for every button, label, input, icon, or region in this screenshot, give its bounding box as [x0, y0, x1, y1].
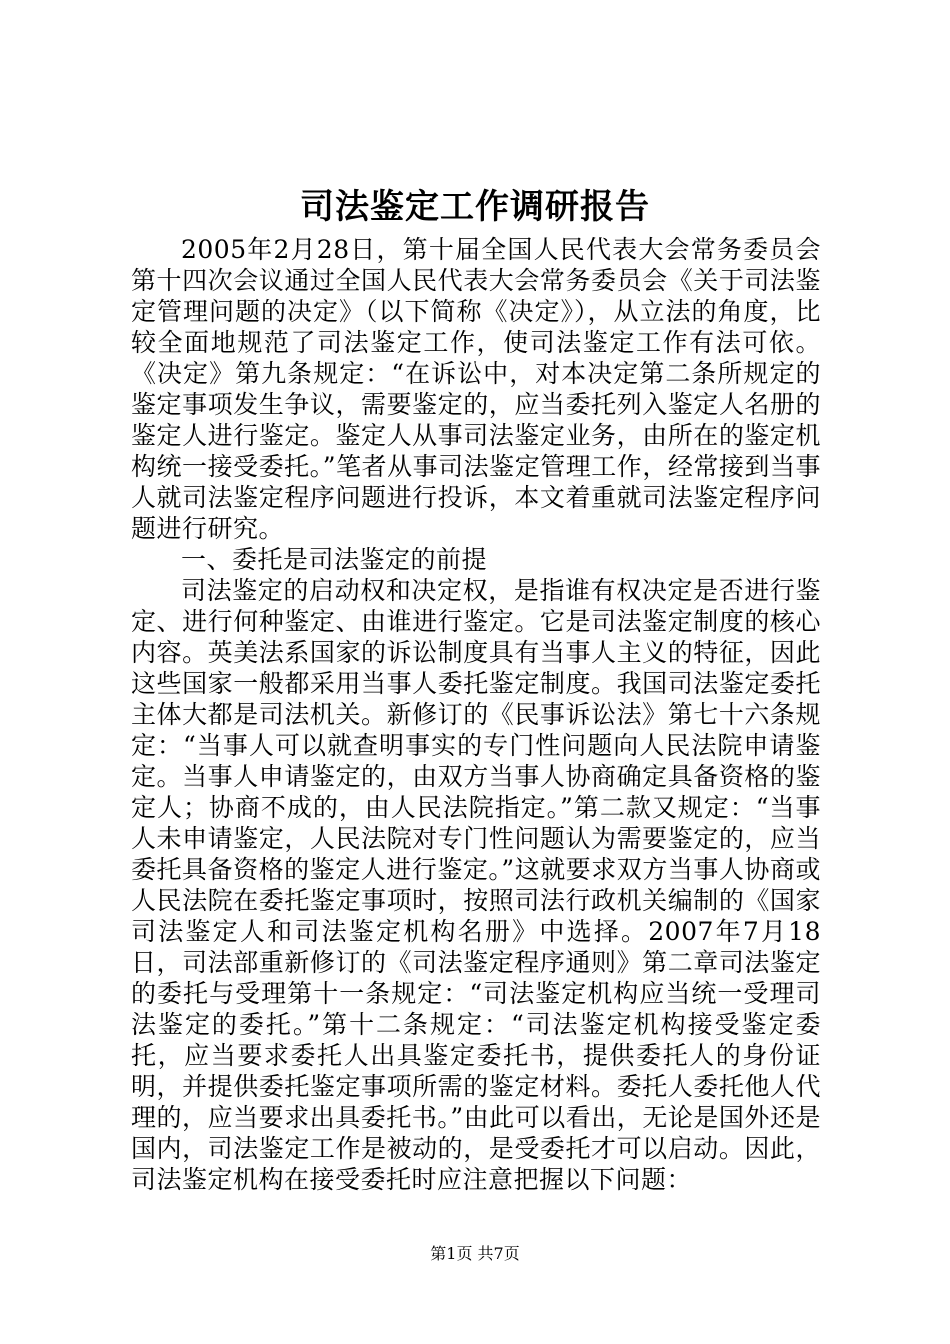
section-paragraph: 司法鉴定的启动权和决定权，是指谁有权决定是否进行鉴定、进行何种鉴定、由谁进行鉴定。它是司法鉴定制度的核心内容。英美法系国家的诉讼制度具有当事人主义的特征，因此这些国家一般都采用当事人委托鉴定制度。我国司法鉴定委托主体大都是司法机关。新修订的《民事诉讼法》第七十六条规定：“当事人可以就查明事实的专门性问题向人民法院申请鉴定。当事人申请鉴定的，由双方当事人协商确定具备资格的鉴定人；协商不成的，由人民法院指定。”第二款又规定：“当事人未申请鉴定，人民法院对专门性问题认为需要鉴定的，应当委托具备资格的鉴定人进行鉴定。”这就要求双方当事人协商或人民法院在委托鉴定事项时，按照司法行政机关编制的《国家司法鉴定人和司法鉴定机构名册》中选择。2007年7月18日，司法部重新修订的《司法鉴定程序通则》第二章司法鉴定的委托与受理第十一条规定：“司法鉴定机构应当统一受理司法鉴定的委托。”第十二条规定：“司法鉴定机构接受鉴定委托，应当要求委托人出具鉴定委托书，提供委托人的身份证明，并提供委托鉴定事项所需的鉴定材料。委托人委托他人代理的，应当要求出具委托书。”由此可以看出，无论是国外还是国内，司法鉴定工作是被动的，是受委托才可以启动。因此，司法鉴定机构在接受委托时应注意把握以下问题： [131, 576, 821, 1194]
section-heading: 一、委托是司法鉴定的前提 [181, 545, 488, 574]
document-body [131, 234, 821, 1195]
page-footer: 第1页 共7页 [430, 1244, 520, 1263]
intro-paragraph: 2005年2月28日，第十届全国人民代表大会常务委员会第十四次会议通过全国人民代表大会常务委员会《关于司法鉴定管理问题的决定》（以下简称《决定》），从立法的角度，比较全面地规范了司法鉴定工作，使司法鉴定工作有法可依。《决定》第九条规定：“在诉讼中，对本决定第二条所规定的鉴定事项发生争议，需要鉴定的，应当委托列入鉴定人名册的鉴定人进行鉴定。鉴定人从事司法鉴定业务，由所在的鉴定机构统一接受委托。”笔者从事司法鉴定管理工作，经常接到当事人就司法鉴定程序问题进行投诉，本文着重就司法鉴定程序问题进行研究。 [131, 235, 821, 543]
document-title: 司法鉴定工作调研报告 [300, 187, 650, 227]
